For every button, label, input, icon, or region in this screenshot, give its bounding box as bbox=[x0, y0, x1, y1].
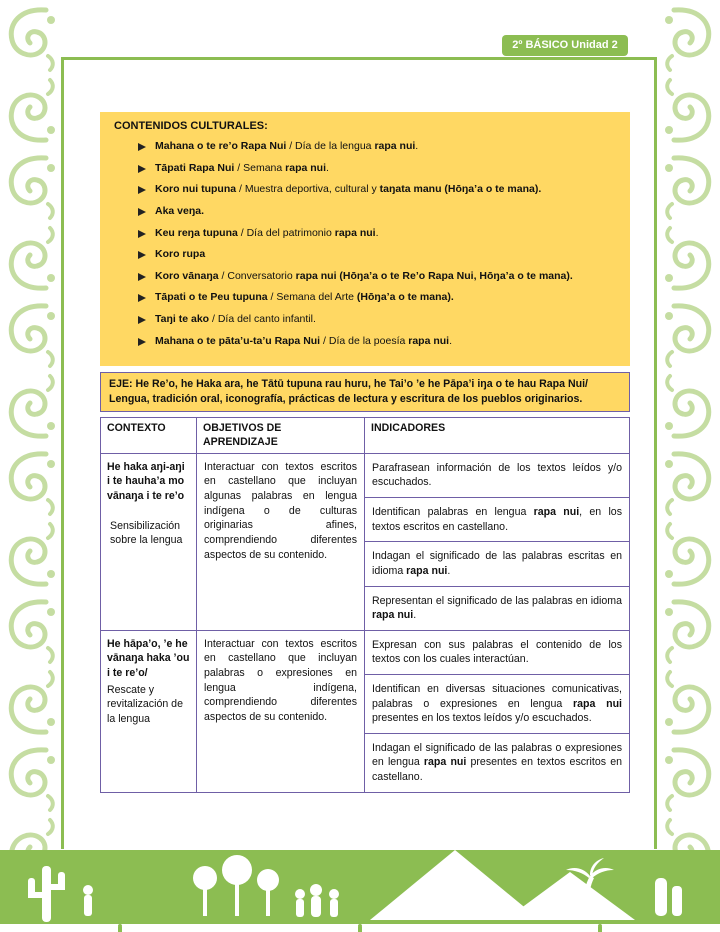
context-cell bbox=[101, 630, 197, 792]
text-segment: . bbox=[325, 161, 329, 174]
text-segment: Mahana o te re’o Rapa Nui bbox=[155, 140, 287, 152]
indicator-cell bbox=[365, 733, 630, 792]
frame-line-left bbox=[61, 57, 64, 849]
cultural-list-item bbox=[138, 291, 618, 305]
text-segment: Koro rupa bbox=[155, 248, 206, 261]
text-segment: rapa nui (Hōŋa’a o te Re’o Rapa Nui, Hōŋa’a o te mana). bbox=[295, 269, 573, 282]
indicator-cell bbox=[365, 542, 630, 586]
indicator-cell bbox=[365, 498, 630, 542]
koru-motif bbox=[11, 602, 55, 662]
footer-landscape bbox=[0, 820, 720, 932]
koru-motif bbox=[11, 454, 55, 514]
text-segment: rapa nui bbox=[374, 140, 416, 152]
text-segment: Tāpati o te Peu tupuna bbox=[155, 291, 268, 304]
table-row bbox=[101, 630, 630, 674]
text-segment: Indagan el significado de las palabras escritas en idioma bbox=[372, 550, 622, 577]
koru-motif bbox=[665, 10, 709, 70]
text-segment: . bbox=[449, 334, 453, 347]
indicator-cell bbox=[365, 674, 630, 733]
cultural-list-item bbox=[138, 335, 618, 349]
indicator-cell bbox=[365, 453, 630, 497]
table-header-indicadores: INDICADORES bbox=[365, 417, 630, 453]
text-segment: Mahana o te pāta’u-ta’u Rapa Nui bbox=[155, 334, 321, 347]
text-segment: / Día de la lengua bbox=[286, 140, 375, 152]
text-segment: Keu reŋa tupuna bbox=[155, 226, 238, 239]
koru-motif bbox=[11, 306, 55, 366]
eje-text: EJE: He Re’o, he Haka ara, he Tātū tupuna rau huru, he Tai’o ’e he Pāpa’i iŋa o te hau Rapa Nui/ Lengua, tradición oral, iconografía, prácticas de lectura y escritura de los pueblos originarios. bbox=[109, 378, 588, 406]
text-segment: / Día del patrimonio bbox=[237, 226, 335, 239]
text-segment: / Día de la poesía bbox=[320, 334, 409, 347]
text-segment: . bbox=[375, 226, 379, 239]
koru-motif bbox=[665, 158, 709, 218]
text-segment: Aka veŋa. bbox=[155, 204, 205, 217]
text-segment: , en los textos escritos en castellano. bbox=[372, 506, 622, 533]
text-segment: Representan el significado de las palabras en idioma bbox=[372, 594, 622, 607]
text-segment: rapa nui bbox=[533, 506, 580, 519]
context-subtitle: Rescate y revitalización de la lengua bbox=[107, 683, 183, 725]
koru-motif bbox=[665, 750, 709, 810]
text-segment: . bbox=[447, 564, 451, 577]
curriculum-table bbox=[100, 417, 630, 793]
text-segment: Taŋi te ako bbox=[155, 313, 210, 326]
koru-motif bbox=[665, 602, 709, 662]
text-segment: taŋata manu (Hōŋa’a o te mana). bbox=[379, 183, 542, 196]
koru-motif bbox=[11, 158, 55, 218]
koru-motif bbox=[665, 80, 709, 140]
cultural-list-item bbox=[138, 270, 618, 284]
koru-motif bbox=[11, 376, 55, 436]
cultural-list-item bbox=[138, 183, 618, 197]
text-segment: rapa nui bbox=[406, 564, 448, 577]
koru-motif bbox=[665, 306, 709, 366]
context-title: He haka aŋi-aŋi i te hauha’a mo vānaŋa i te re’o bbox=[107, 460, 185, 503]
cultural-contents-box bbox=[100, 112, 630, 366]
person-icon bbox=[83, 885, 93, 916]
text-segment: (Hōŋa’a o te mana). bbox=[356, 291, 454, 304]
koru-motif bbox=[11, 524, 55, 584]
cultural-list-item bbox=[138, 140, 618, 154]
table-header-row bbox=[101, 417, 630, 453]
table-body bbox=[101, 453, 630, 792]
cultural-list-item bbox=[138, 313, 618, 327]
frame-line-top bbox=[61, 57, 657, 60]
text-segment: presentes en textos escritos en castellano. bbox=[372, 756, 622, 783]
context-cell bbox=[101, 453, 197, 630]
eje-bar bbox=[100, 372, 630, 411]
context-subtitle: Sensibilización sobre la lengua bbox=[110, 519, 183, 547]
text-segment: rapa nui bbox=[423, 756, 467, 769]
cultural-contents-list bbox=[112, 140, 618, 348]
text-segment: rapa nui bbox=[372, 609, 414, 622]
koru-motif bbox=[665, 376, 709, 436]
text-segment: . bbox=[415, 140, 419, 152]
koru-motif bbox=[11, 10, 55, 70]
cultural-list-item bbox=[138, 205, 618, 219]
text-segment: Identifican en diversas situaciones comunicativas, palabras o expresiones en lengua bbox=[372, 682, 622, 710]
text-segment: Koro nui tupuna bbox=[155, 183, 237, 196]
indicator-cell bbox=[365, 630, 630, 674]
frame-line-right bbox=[654, 57, 657, 849]
text-segment: Koro vānaŋa bbox=[155, 269, 219, 282]
koru-motif bbox=[665, 228, 709, 288]
koru-motif bbox=[665, 524, 709, 584]
koru-motif bbox=[11, 80, 55, 140]
indicator-cell bbox=[365, 586, 630, 630]
text-segment: presentes en los textos leídos y/o escuchados. bbox=[372, 712, 592, 725]
unit-badge: 2º BÁSICO Unidad 2 bbox=[502, 35, 628, 56]
text-segment: Indagan el significado de las palabras o expresiones en lengua bbox=[372, 741, 622, 769]
text-segment: Tāpati Rapa Nui bbox=[155, 161, 235, 174]
page-content bbox=[100, 112, 630, 793]
table-header-contexto: CONTEXTO bbox=[101, 417, 197, 453]
cultural-list-item bbox=[138, 162, 618, 176]
text-segment: . bbox=[413, 609, 417, 622]
text-segment: / Conversatorio bbox=[218, 269, 296, 282]
koru-motif bbox=[665, 672, 709, 732]
koru-motif bbox=[11, 750, 55, 810]
koru-motif bbox=[11, 672, 55, 732]
cultural-list-item bbox=[138, 227, 618, 241]
text-segment: Parafrasean información de los textos leídos y/o escuchados. bbox=[372, 461, 622, 489]
text-segment: / Semana del Arte bbox=[267, 291, 357, 304]
cultural-contents-title: CONTENIDOS CULTURALES: bbox=[114, 120, 268, 132]
text-segment: rapa nui bbox=[408, 334, 450, 347]
objective-cell: Interactuar con textos escritos en castellano que incluyan algunas palabras en lengua indígena o de culturas originarias afines, comprendiendo diferentes aspectos de su contenido. bbox=[197, 453, 365, 630]
text-segment: / Semana bbox=[234, 161, 286, 174]
context-title: He hāpa’o, ’e he vānaŋa haka ’ou i te re’o/ bbox=[107, 637, 190, 679]
text-segment: / Muestra deportiva, cultural y bbox=[236, 183, 380, 196]
right-border-pattern bbox=[662, 0, 720, 932]
text-segment: rapa nui bbox=[334, 226, 376, 239]
objective-cell: Interactuar con textos escritos en castellano que incluyan palabras o expresiones en lengua indígena, comprendiendo diferentes aspectos de su contenido. bbox=[197, 630, 365, 792]
text-segment: Identifican palabras en lengua bbox=[372, 506, 534, 519]
text-segment: Expresan con sus palabras el contenido de los textos con los cuales interactúan. bbox=[372, 638, 622, 666]
left-border-pattern bbox=[0, 0, 58, 932]
text-segment: rapa nui bbox=[285, 161, 326, 174]
cultural-list-item bbox=[138, 248, 618, 262]
koru-motif bbox=[11, 228, 55, 288]
koru-motif bbox=[665, 454, 709, 514]
table-header-objetivos-de-aprendizaje: OBJETIVOS DE APRENDIZAJE bbox=[197, 417, 365, 453]
text-segment: / Día del canto infantil. bbox=[209, 313, 316, 326]
text-segment: rapa nui bbox=[572, 697, 622, 710]
table-row bbox=[101, 453, 630, 497]
